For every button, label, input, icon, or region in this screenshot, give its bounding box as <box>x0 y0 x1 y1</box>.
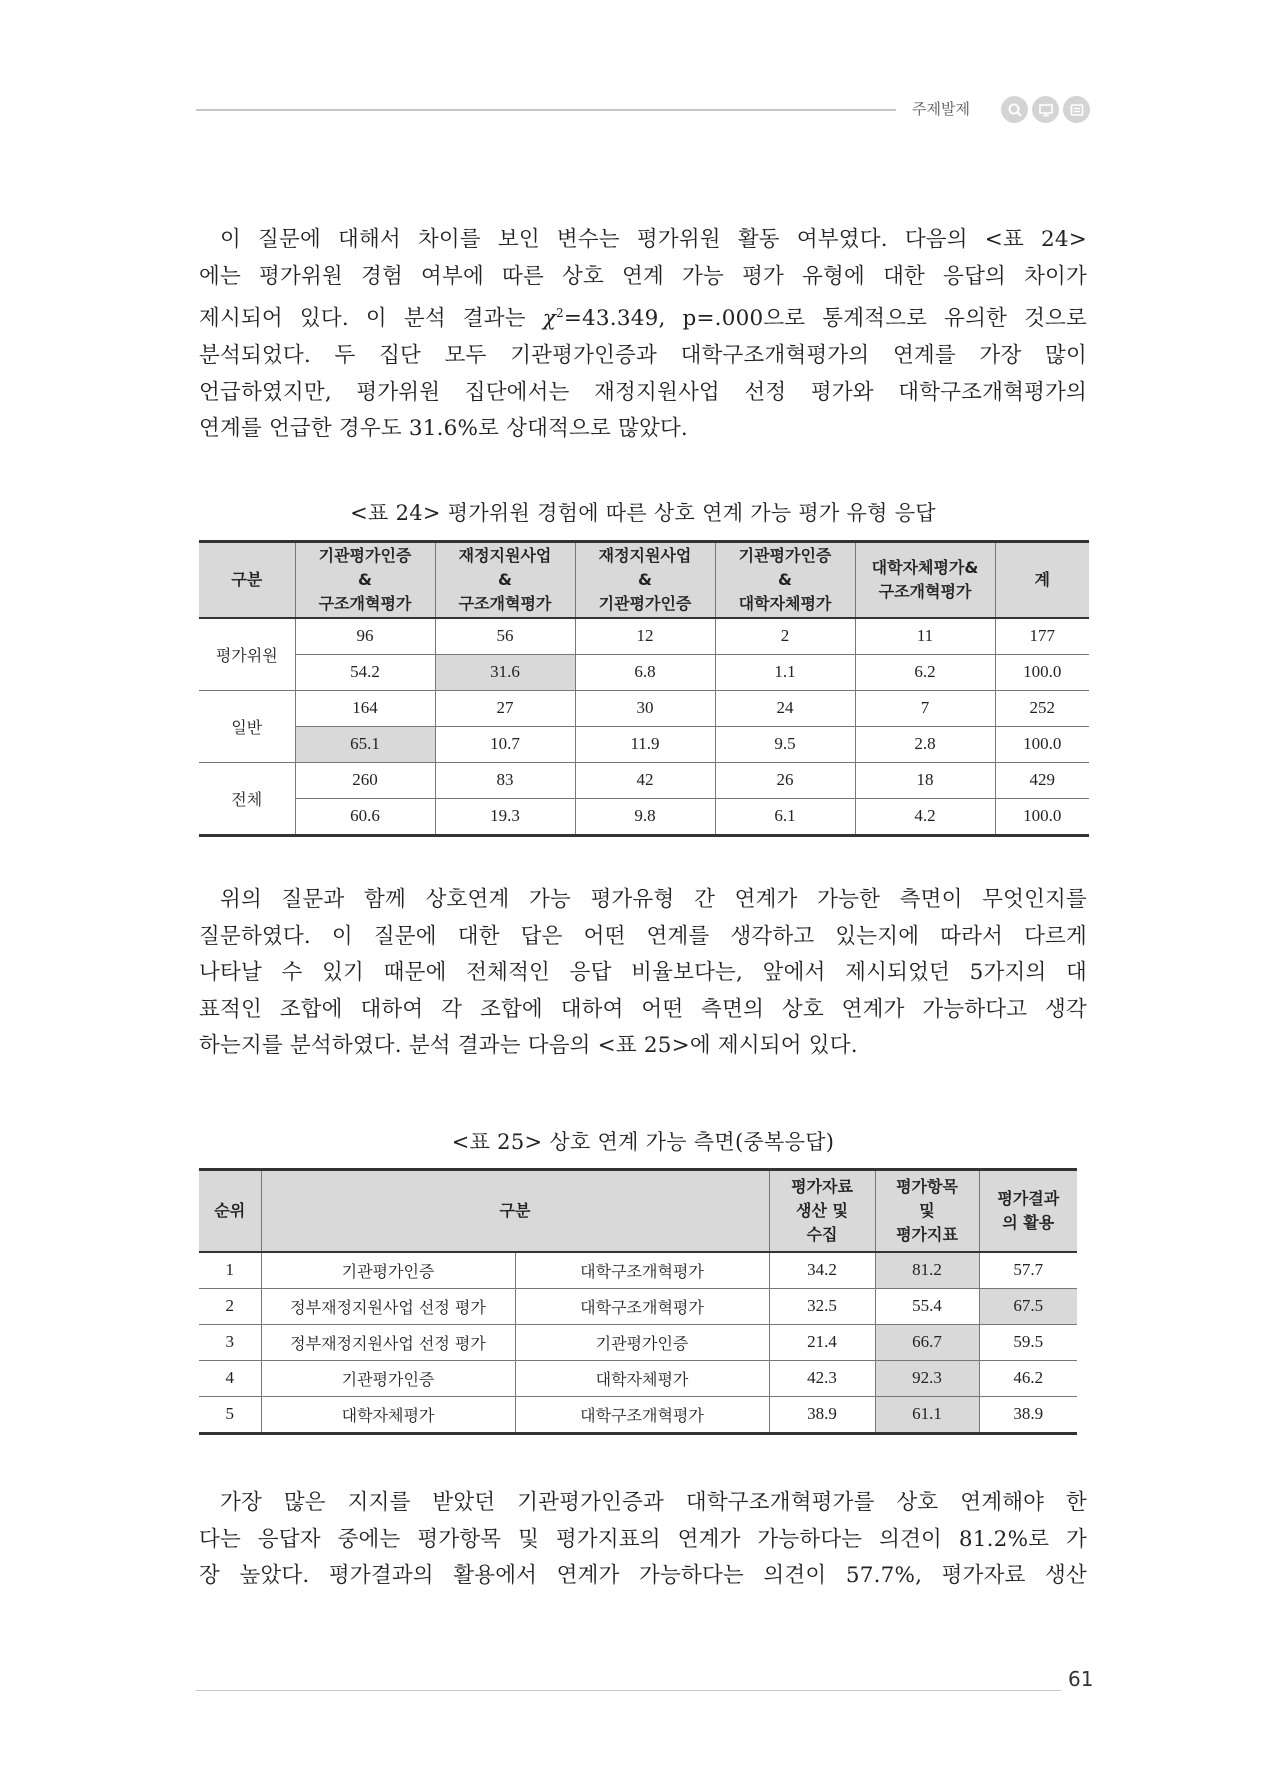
cell: 10.7 <box>435 726 575 762</box>
cell: 26 <box>715 762 855 798</box>
header-group: 구분 <box>199 542 295 618</box>
table-row <box>199 690 1089 726</box>
eval-type-a: 정부재정지원사업 선정 평가 <box>261 1324 515 1360</box>
cell: 27 <box>435 690 575 726</box>
eval-type-b: 대학구조개혁평가 <box>515 1288 769 1324</box>
table-row <box>199 1360 1077 1396</box>
cell: 1.1 <box>715 654 855 690</box>
header-group: 구분 <box>261 1170 769 1252</box>
cell: 2 <box>715 618 855 655</box>
eval-type-a: 대학자체평가 <box>261 1396 515 1433</box>
cell-highlighted: 92.3 <box>875 1360 979 1396</box>
cell: 2.8 <box>855 726 995 762</box>
table-24 <box>199 540 1089 837</box>
cell: 32.5 <box>769 1288 875 1324</box>
cell: 56 <box>435 618 575 655</box>
cell: 9.8 <box>575 798 715 835</box>
cell: 57.7 <box>979 1252 1077 1289</box>
cell: 34.2 <box>769 1252 875 1289</box>
cell: 38.9 <box>769 1396 875 1433</box>
eval-type-a: 기관평가인증 <box>261 1360 515 1396</box>
paragraph-line: 질문하였다. 이 질문에 대한 답은 어떤 연계를 생각하고 있는지에 따라서 다르게 <box>199 923 1087 949</box>
header-col2: 재정지원사업 & 구조개혁평가 <box>435 542 575 618</box>
table-25 <box>199 1168 1077 1435</box>
cell: 21.4 <box>769 1324 875 1360</box>
table-row <box>199 1288 1077 1324</box>
header-col3: 재정지원사업 & 기관평가인증 <box>575 542 715 618</box>
paragraph-line-stat: 제시되어 있다. 이 분석 결과는 $\chi^2=43.349$, p=.000으로 통계적으로 유의한 것으로 <box>199 306 1087 332</box>
group-label: 일반 <box>199 690 295 762</box>
paragraph-line: 다는 응답자 중에는 평가항목 및 평가지표의 연계가 가능하다는 의견이 81.2%로 가 <box>199 1526 1087 1552</box>
cell: 6.1 <box>715 798 855 835</box>
group-label: 평가위원 <box>199 618 295 691</box>
paragraph-line: 언급하였지만, 평가위원 집단에서는 재정지원사업 선정 평가와 대학구조개혁평가의 <box>199 379 1087 405</box>
table-row <box>199 1324 1077 1360</box>
header-total: 계 <box>995 542 1089 618</box>
cell: 83 <box>435 762 575 798</box>
eval-type-a: 정부재정지원사업 선정 평가 <box>261 1288 515 1324</box>
rank-cell: 3 <box>199 1324 261 1360</box>
cell: 11 <box>855 618 995 655</box>
table-row <box>199 798 1089 835</box>
cell: 30 <box>575 690 715 726</box>
cell-highlighted: 65.1 <box>295 726 435 762</box>
cell: 42 <box>575 762 715 798</box>
table-row <box>199 654 1089 690</box>
cell: 9.5 <box>715 726 855 762</box>
table-row <box>199 762 1089 798</box>
cell-highlighted: 67.5 <box>979 1288 1077 1324</box>
table-25-caption: <표 25> 상호 연계 가능 측면(중복응답) <box>451 1130 835 1154</box>
cell: 59.5 <box>979 1324 1077 1360</box>
cell: 54.2 <box>295 654 435 690</box>
eval-type-b: 대학자체평가 <box>515 1360 769 1396</box>
paragraph-line: 표적인 조합에 대하여 각 조합에 대하여 어떤 측면의 상호 연계가 가능하다고 생각 <box>199 996 1087 1022</box>
group-label: 전체 <box>199 762 295 835</box>
rank-cell: 5 <box>199 1396 261 1433</box>
cell: 96 <box>295 618 435 655</box>
cell: 429 <box>995 762 1089 798</box>
cell: 12 <box>575 618 715 655</box>
paragraph-line: 분석되었다. 두 집단 모두 기관평가인증과 대학구조개혁평가의 연계를 가장 많이 <box>199 342 1087 368</box>
cell: 252 <box>995 690 1089 726</box>
paragraph-line: 가장 많은 지지를 받았던 기관평가인증과 대학구조개혁평가를 상호 연계해야 한 <box>220 1490 1087 1515</box>
header-rank: 순위 <box>199 1170 261 1252</box>
page-number: 61 <box>1068 1667 1094 1691</box>
header-rule <box>196 109 896 111</box>
cell: 38.9 <box>979 1396 1077 1433</box>
header-col5: 대학자체평가& 구조개혁평가 <box>855 542 995 618</box>
paragraph-line: 에는 평가위원 경험 여부에 따른 상호 연계 가능 평가 유형에 대한 응답의 차이가 <box>199 263 1087 289</box>
cell: 4.2 <box>855 798 995 835</box>
cell: 7 <box>855 690 995 726</box>
rank-cell: 4 <box>199 1360 261 1396</box>
cell: 177 <box>995 618 1089 655</box>
header-col4: 기관평가인증 & 대학자체평가 <box>715 542 855 618</box>
paragraph-3 <box>199 1485 1087 1595</box>
eval-type-b: 대학구조개혁평가 <box>515 1396 769 1433</box>
header-col3: 평가결과 의 활용 <box>979 1170 1077 1252</box>
cell: 100.0 <box>995 798 1089 835</box>
paragraph-line: 위의 질문과 함께 상호연계 가능 평가유형 간 연계가 가능한 측면이 무엇인지를 <box>220 887 1087 912</box>
cell: 100.0 <box>995 654 1089 690</box>
paragraph-line: 나타날 수 있기 때문에 전체적인 응답 비율보다는, 앞에서 제시되었던 5가지의 대 <box>199 960 1087 986</box>
paragraph-line: 장 높았다. 평가결과의 활용에서 연계가 가능하다는 의견이 57.7%, 평가자료 생산 <box>199 1563 1087 1589</box>
cell-highlighted: 81.2 <box>875 1252 979 1289</box>
cell-highlighted: 31.6 <box>435 654 575 690</box>
cell: 6.8 <box>575 654 715 690</box>
eval-type-a: 기관평가인증 <box>261 1252 515 1289</box>
paragraph-line: 하는지를 분석하였다. 분석 결과는 다음의 <표 25>에 제시되어 있다. <box>199 1033 858 1059</box>
chi-square-symbol: $\chi^2$ <box>542 306 564 332</box>
paragraph-1 <box>199 222 1087 448</box>
cell: 100.0 <box>995 726 1089 762</box>
rank-cell: 2 <box>199 1288 261 1324</box>
rank-cell: 1 <box>199 1252 261 1289</box>
paragraph-2 <box>199 882 1087 1065</box>
section-title: 주제발제 <box>912 100 970 118</box>
cell: 19.3 <box>435 798 575 835</box>
cell-highlighted: 66.7 <box>875 1324 979 1360</box>
table-24-caption: <표 24> 평가위원 경험에 따른 상호 연계 가능 평가 유형 응답 <box>350 501 936 525</box>
cell-highlighted: 61.1 <box>875 1396 979 1433</box>
cell: 164 <box>295 690 435 726</box>
table-row <box>199 726 1089 762</box>
document-icon <box>1063 96 1090 123</box>
cell: 24 <box>715 690 855 726</box>
paragraph-line: 연계를 언급한 경우도 31.6%로 상대적으로 많았다. <box>199 416 688 442</box>
header-icon-group <box>1001 96 1090 123</box>
cell: 42.3 <box>769 1360 875 1396</box>
cell: 6.2 <box>855 654 995 690</box>
cell: 46.2 <box>979 1360 1077 1396</box>
cell: 55.4 <box>875 1288 979 1324</box>
cell: 11.9 <box>575 726 715 762</box>
paragraph-line: 이 질문에 대해서 차이를 보인 변수는 평가위원 활동 여부였다. 다음의 <표 24> <box>220 227 1087 252</box>
header-col1: 기관평가인증 & 구조개혁평가 <box>295 542 435 618</box>
footer-rule <box>196 1690 1061 1691</box>
cell: 18 <box>855 762 995 798</box>
eval-type-b: 기관평가인증 <box>515 1324 769 1360</box>
eval-type-b: 대학구조개혁평가 <box>515 1252 769 1289</box>
header-col2: 평가항목 및 평가지표 <box>875 1170 979 1252</box>
table-row <box>199 1396 1077 1433</box>
cell: 260 <box>295 762 435 798</box>
monitor-icon <box>1032 96 1059 123</box>
search-icon <box>1001 96 1028 123</box>
table-row <box>199 1252 1077 1289</box>
table-row <box>199 618 1089 655</box>
cell: 60.6 <box>295 798 435 835</box>
header-col1: 평가자료 생산 및 수집 <box>769 1170 875 1252</box>
